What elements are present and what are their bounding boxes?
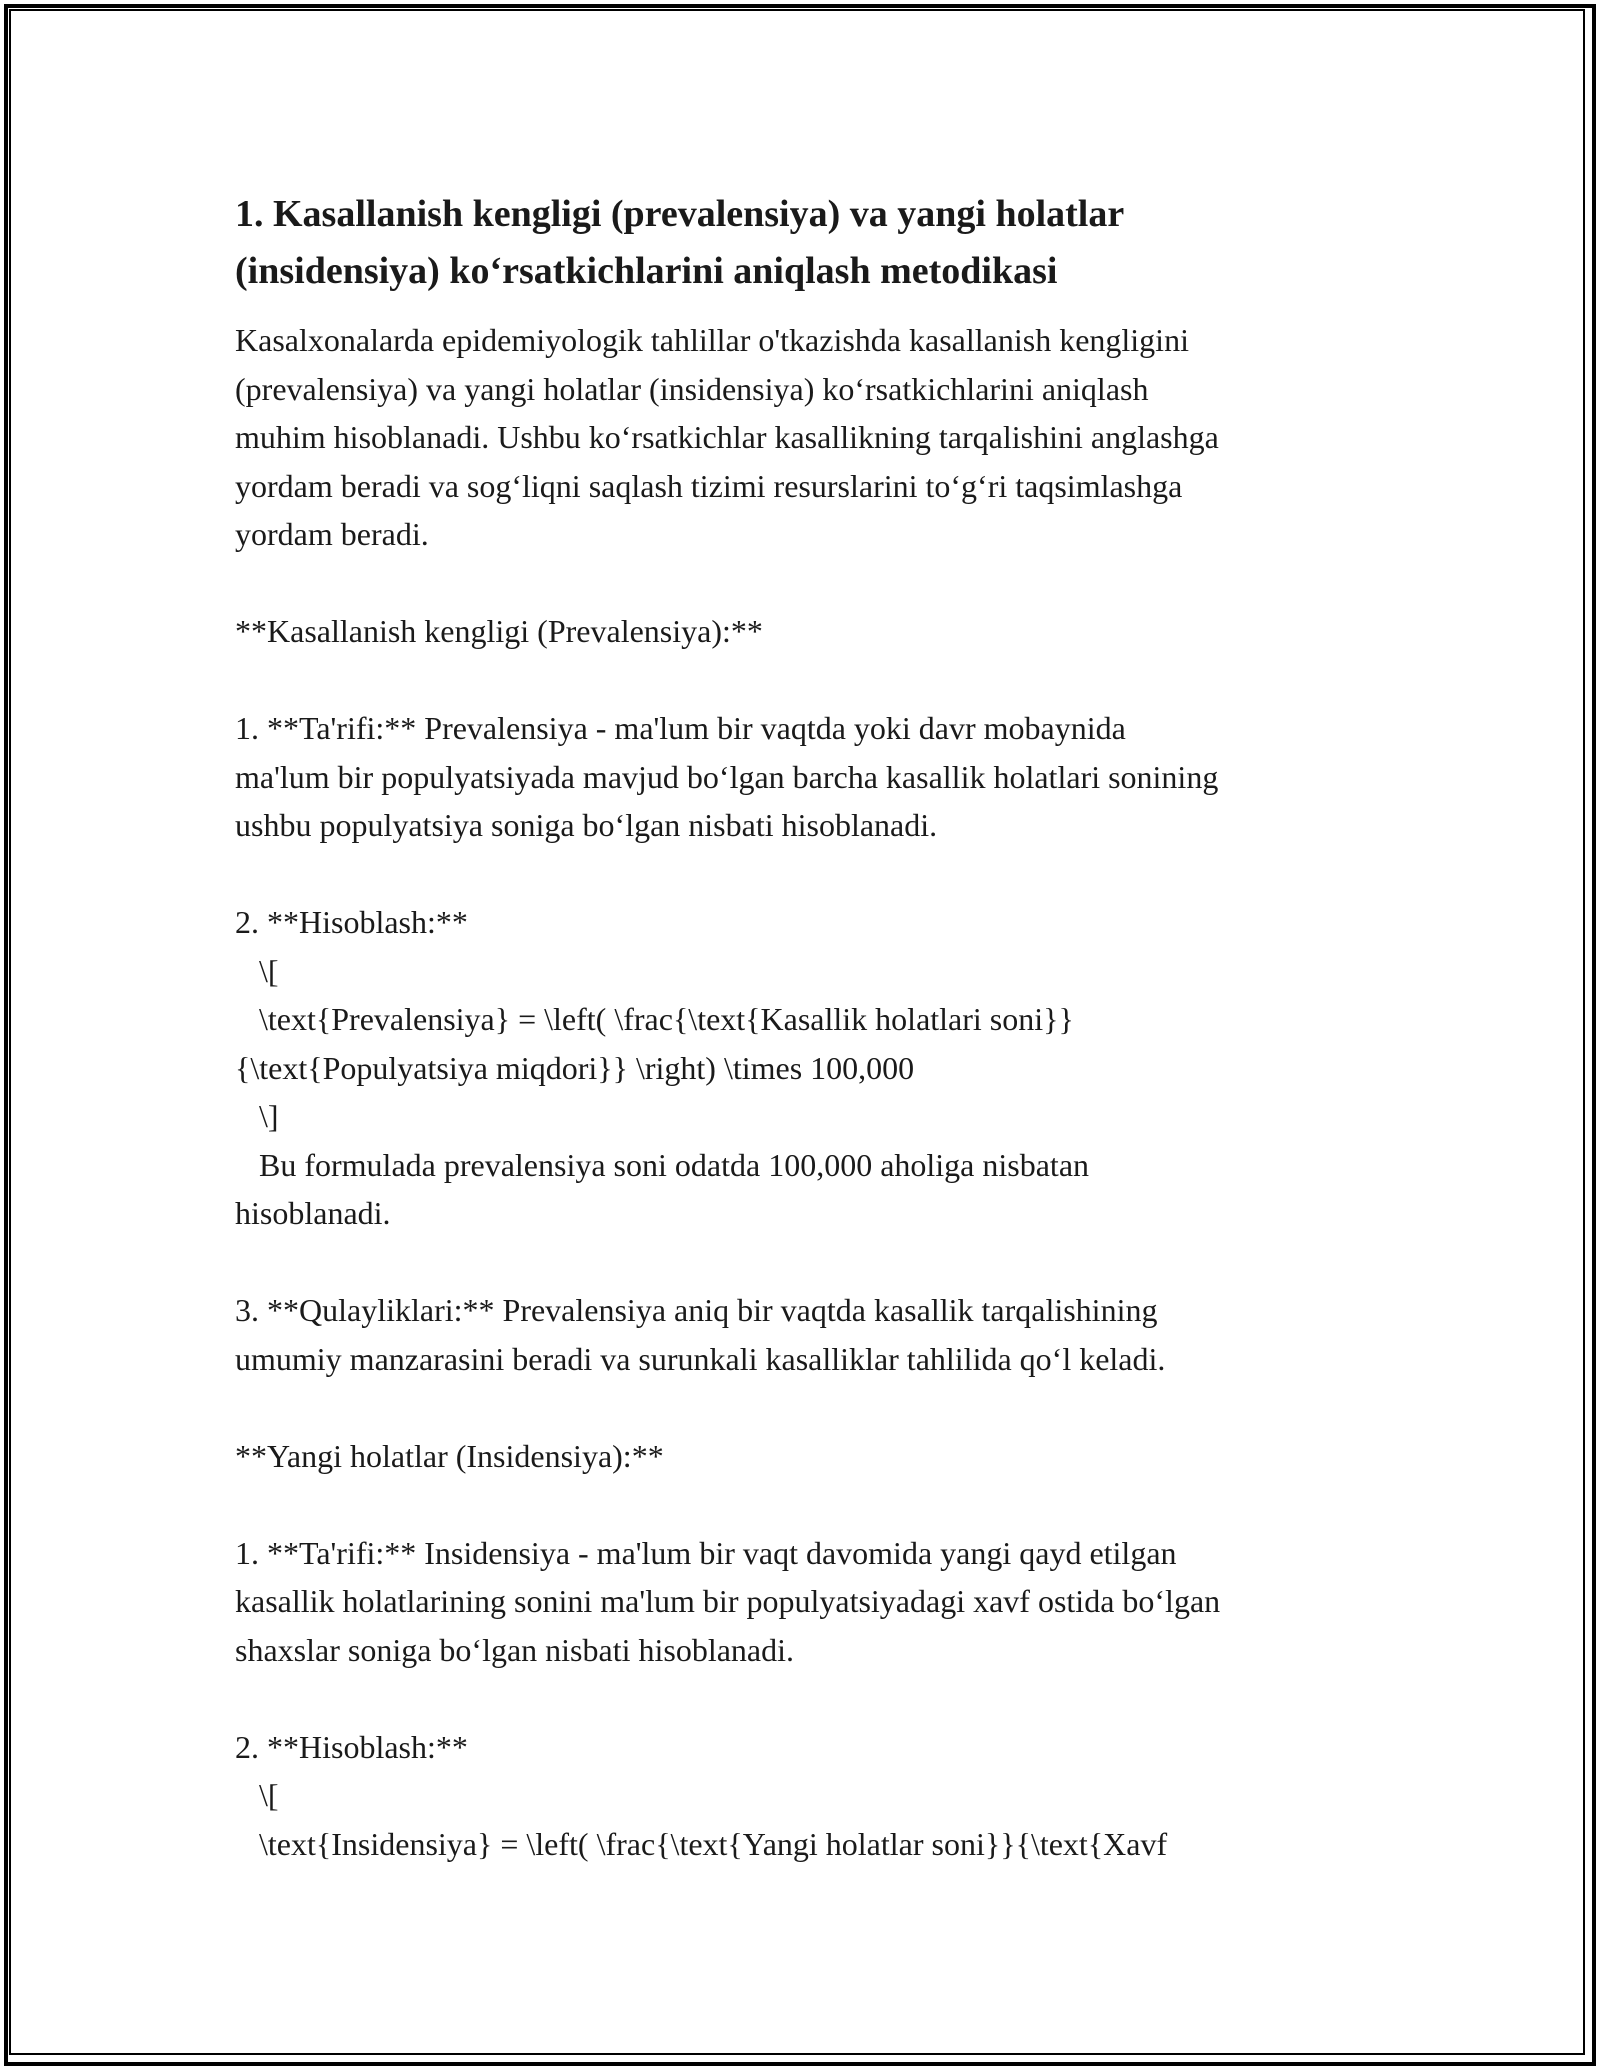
text-line: kasallik holatlarining sonini ma'lum bir populyatsiyadagi xavf ostida bo‘lgan — [235, 1583, 1221, 1619]
text-line: Kasalxonalarda epidemiyologik tahlillar o'tkazishda kasallanish kengligini — [235, 322, 1189, 358]
formula-line: \] — [235, 1098, 279, 1134]
subheading-prevalensiya: **Kasallanish kengligi (Prevalensiya):** — [235, 613, 763, 649]
section-title — [235, 186, 1385, 300]
formula-line: \text{Insidensiya} = \left( \frac{\text{Yangi holatlar soni}}{\text{Xavf — [235, 1825, 1168, 1862]
text-line: 3. **Qulayliklari:** Prevalensiya aniq bir vaqtda kasallik tarqalishining — [235, 1292, 1158, 1328]
formula-line: {\text{Populyatsiya miqdori}} \right) \times 100,000 — [235, 1049, 915, 1086]
text-line: yordam beradi. — [235, 516, 429, 552]
formula-line: \text{Prevalensiya} = \left( \frac{\text{Kasallik holatlari soni}} — [235, 1001, 1074, 1037]
text-line: (prevalensiya) va yangi holatlar (insidensiya) ko‘rsatkichlarini aniqlash — [235, 370, 1149, 407]
text-line: 1. **Ta'rifi:** Prevalensiya - ma'lum bir vaqtda yoki davr mobaynida — [235, 710, 1126, 746]
blank-line — [235, 1674, 1385, 1723]
text-line: yordam beradi va sog‘liqni saqlash tizimi resurslarini to‘g‘ri taqsimlashga — [235, 467, 1183, 504]
blank-line — [235, 1238, 1385, 1287]
text-line: 2. **Hisoblash:** — [235, 904, 468, 940]
blank-line — [235, 656, 1385, 705]
text-line: ushbu populyatsiya soniga bo‘lgan nisbati hisoblanadi. — [235, 807, 938, 843]
text-line: Bu formulada prevalensiya soni odatda 100,000 aholiga nisbatan — [235, 1146, 1090, 1183]
text-line: muhim hisoblanadi. Ushbu ko‘rsatkichlar kasallikning tarqalishini anglashga — [235, 419, 1219, 455]
text-block — [235, 316, 1385, 1868]
document-body — [235, 186, 1385, 1868]
formula-line: \[ — [235, 1777, 279, 1813]
text-line: umumiy manzarasini beradi va surunkali kasalliklar tahlilida qo‘l keladi. — [235, 1340, 1166, 1377]
blank-line — [235, 1480, 1385, 1529]
text-line: 1. **Ta'rifi:** Insidensiya - ma'lum bir vaqt davomida yangi qayd etilgan — [235, 1534, 1177, 1571]
title-line: 1. Kasallanish kengligi (prevalensiya) va yangi holatlar — [235, 193, 1125, 235]
formula-line: \[ — [235, 952, 279, 989]
text-line: ma'lum bir populyatsiyada mavjud bo‘lgan barcha kasallik holatlari sonining — [235, 758, 1219, 795]
text-line: shaxslar soniga bo‘lgan nisbati hisoblanadi. — [235, 1631, 795, 1668]
text-line: 2. **Hisoblash:** — [235, 1728, 468, 1765]
blank-line — [235, 559, 1385, 608]
subheading-insidensiya: **Yangi holatlar (Insidensiya):** — [235, 1437, 664, 1474]
title-line: (insidensiya) ko‘rsatkichlarini aniqlash metodikasi — [235, 250, 1058, 292]
blank-line — [235, 1383, 1385, 1432]
text-line: hisoblanadi. — [235, 1195, 391, 1231]
blank-line — [235, 850, 1385, 899]
